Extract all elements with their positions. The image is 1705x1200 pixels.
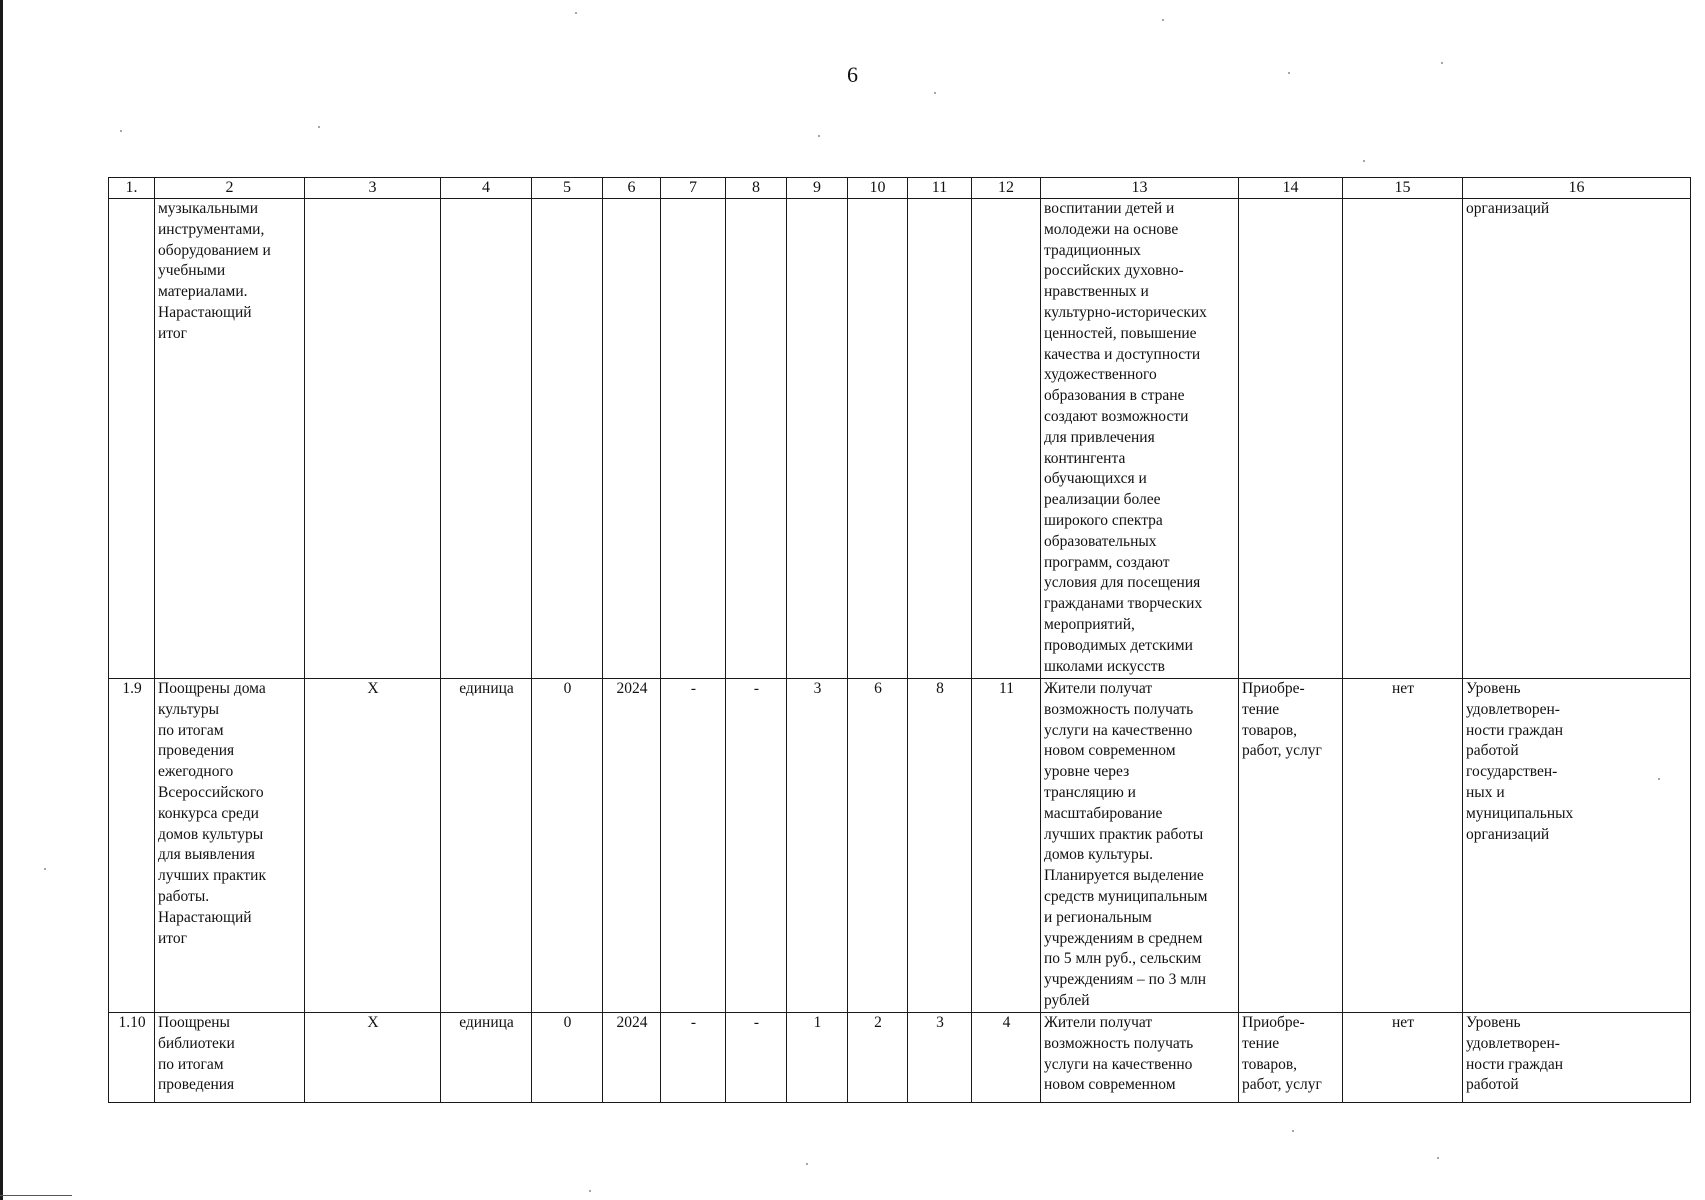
table-cell: нет <box>1343 1013 1463 1103</box>
table-cell: - <box>661 1013 726 1103</box>
table-cell: 6 <box>848 679 908 1013</box>
table-cell: Приобре- тение товаров, работ, услуг <box>1239 679 1343 1013</box>
scan-speck <box>1363 160 1365 162</box>
scan-speck <box>589 1190 591 1192</box>
indicator-name-cell: музыкальными инструментами, оборудованием и учебными материалами. Нарастающий итог <box>155 199 305 679</box>
row-number-cell <box>109 199 155 679</box>
table-cell <box>661 199 726 679</box>
table-cell <box>305 199 441 679</box>
table-cell: 3 <box>787 679 848 1013</box>
scan-speck <box>818 135 820 137</box>
column-header: 15 <box>1343 178 1463 199</box>
unit-cell <box>441 199 532 679</box>
table-cell <box>532 199 603 679</box>
table-header-row <box>109 178 1691 199</box>
column-header: 1. <box>109 178 155 199</box>
page-bottom-mark <box>0 1195 72 1196</box>
row-number-cell: 1.10 <box>109 1013 155 1103</box>
table-cell: 2024 <box>603 679 661 1013</box>
row-number-cell: 1.9 <box>109 679 155 1013</box>
scan-speck <box>44 868 46 870</box>
table-cell: - <box>726 1013 787 1103</box>
indicator-name-cell: Поощрены библиотеки по итогам проведения <box>155 1013 305 1103</box>
description-cell: Жители получат возможность получать услуги на качественно новом современном уровне через трансляцию и масштабирование лучших практик работы домов культуры. Планируется выделение средств муниципальным и региональным учреждениям в среднем по 5 млн руб., сельским учреждениям – по 3 млн рублей <box>1041 679 1239 1013</box>
column-header: 6 <box>603 178 661 199</box>
table-cell: X <box>305 1013 441 1103</box>
table-cell <box>726 199 787 679</box>
table-cell: - <box>726 679 787 1013</box>
scan-speck <box>934 92 936 94</box>
table-cell: 0 <box>532 679 603 1013</box>
column-header: 4 <box>441 178 532 199</box>
scan-speck <box>575 12 577 14</box>
unit-cell: единица <box>441 1013 532 1103</box>
table-cell <box>848 199 908 679</box>
table-cell <box>972 199 1041 679</box>
table-cell <box>908 199 972 679</box>
column-header: 16 <box>1463 178 1691 199</box>
scan-speck <box>1162 19 1164 21</box>
table-cell <box>1239 199 1343 679</box>
scan-speck <box>1288 72 1290 74</box>
table-cell: 1 <box>787 1013 848 1103</box>
scan-speck <box>1437 1157 1439 1159</box>
table-cell: 8 <box>908 679 972 1013</box>
table-row <box>109 1013 1691 1103</box>
column-header: 11 <box>908 178 972 199</box>
table-cell: Уровень удовлетворен- ности граждан работой государствен- ных и муниципальных организаций <box>1463 679 1691 1013</box>
page-number: 6 <box>847 62 858 87</box>
table-cell: 3 <box>908 1013 972 1103</box>
table-cell: - <box>661 679 726 1013</box>
table-cell: организаций <box>1463 199 1691 679</box>
table-cell: 4 <box>972 1013 1041 1103</box>
column-header: 8 <box>726 178 787 199</box>
table-cell: Приобре- тение товаров, работ, услуг <box>1239 1013 1343 1103</box>
indicators-table <box>108 177 1691 1103</box>
column-header: 3 <box>305 178 441 199</box>
scan-speck <box>120 130 122 132</box>
page-left-border <box>0 0 3 1200</box>
scan-speck <box>1292 1130 1294 1132</box>
indicator-name-cell: Поощрены дома культуры по итогам проведения ежегодного Всероссийского конкурса среди домов культуры для выявления лучших практик работы. Нарастающий итог <box>155 679 305 1013</box>
table-row <box>109 679 1691 1013</box>
table-cell: 11 <box>972 679 1041 1013</box>
table-row <box>109 199 1691 679</box>
column-header: 5 <box>532 178 603 199</box>
scan-speck <box>318 126 320 128</box>
table-cell <box>787 199 848 679</box>
table-cell: 0 <box>532 1013 603 1103</box>
scan-speck <box>806 1163 808 1165</box>
column-header: 10 <box>848 178 908 199</box>
column-header: 7 <box>661 178 726 199</box>
table-cell <box>603 199 661 679</box>
table-cell: 2 <box>848 1013 908 1103</box>
table-cell: нет <box>1343 679 1463 1013</box>
column-header: 14 <box>1239 178 1343 199</box>
column-header: 12 <box>972 178 1041 199</box>
table-cell: 2024 <box>603 1013 661 1103</box>
table-cell: X <box>305 679 441 1013</box>
column-header: 9 <box>787 178 848 199</box>
table-cell <box>1343 199 1463 679</box>
column-header: 13 <box>1041 178 1239 199</box>
description-cell: Жители получат возможность получать услуги на качественно новом современном <box>1041 1013 1239 1103</box>
scan-speck <box>1441 62 1443 64</box>
column-header: 2 <box>155 178 305 199</box>
table-cell: Уровень удовлетворен- ности граждан работой <box>1463 1013 1691 1103</box>
unit-cell: единица <box>441 679 532 1013</box>
description-cell: воспитании детей и молодежи на основе традиционных российских духовно- нравственных и культурно-исторических ценностей, повышение качества и доступности художественного образования в стране создают возможности для привлечения контингента обучающихся и реализации более широкого спектра образовательных программ, создают условия для посещения гражданами творческих мероприятий, проводимых детскими школами искусств <box>1041 199 1239 679</box>
